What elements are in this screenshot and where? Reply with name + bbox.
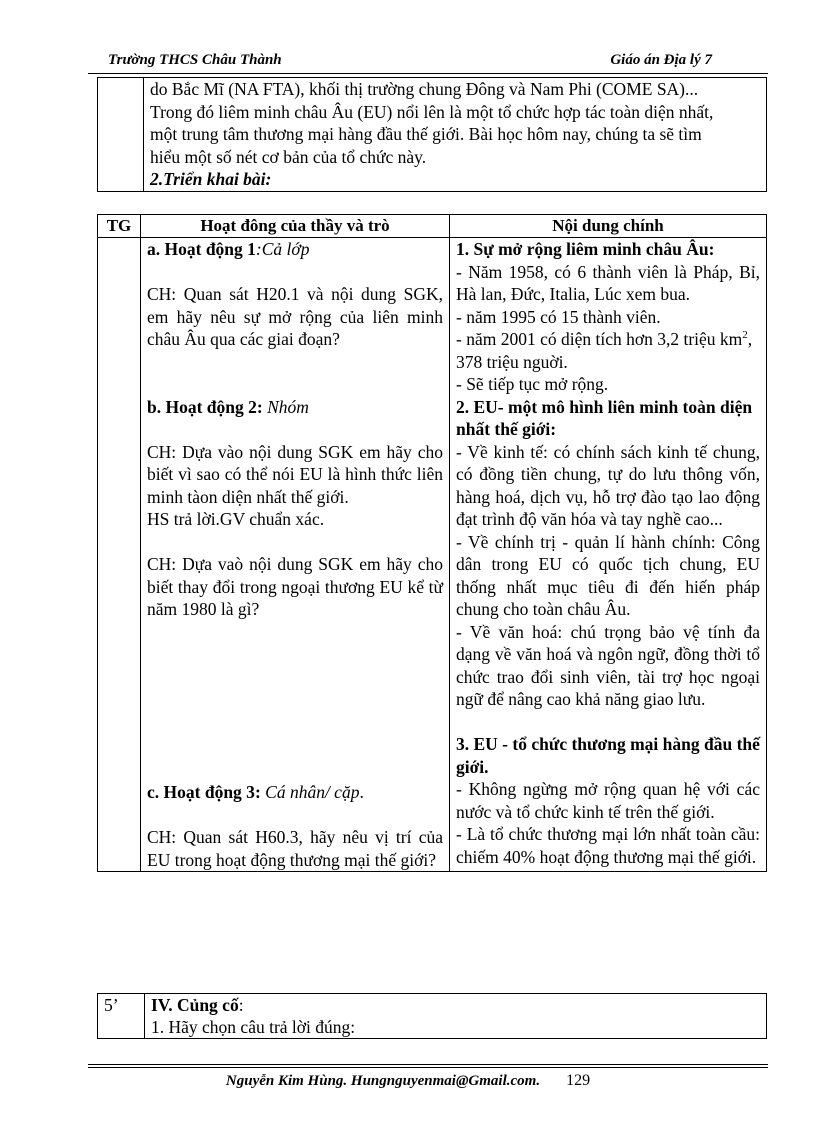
summary-time: 5’ (98, 994, 145, 1039)
col-activity: Hoạt đông của thầy và trò (141, 215, 450, 238)
school-name: Trường THCS Châu Thành (108, 52, 282, 68)
activity-cell (141, 238, 450, 872)
activity-3-label: c. Hoạt động 3: Cá nhân/ cặp. (147, 782, 364, 802)
question-2-answer: HS trả lời.GV chuẩn xác. (147, 509, 325, 529)
intro-line: một trung tâm thương mại hàng đầu thế giới. Bài học hôm nay, chúng ta sẽ tìm (150, 124, 702, 144)
content-cell (450, 238, 767, 872)
summary-title: IV. Củng cố: (151, 995, 244, 1015)
section-1-title: 1. Sự mở rộng liêm minh châu Âu: (456, 239, 715, 259)
document-title: Giáo án Địa lý 7 (610, 52, 712, 68)
footer-rule (88, 1064, 768, 1065)
table-header-row (98, 215, 767, 238)
question-4: CH: Quan sát H60.3, hãy nêu vị trí của EU trong hoạt động thương mại thế giới? (147, 827, 443, 870)
page-header (108, 52, 712, 74)
header-rule (88, 73, 768, 74)
section-2-item: - Về kinh tế: có chính sách kinh tế chung, có đồng tiền chung, tự do lưu thông vốn, hàng hoá, dịch vụ, hỗ trợ đào tạo lao động đạt trình độ văn hóa và tay nghề cao... (456, 441, 760, 529)
section-2-title: 2. EU- một mô hình liên minh toàn diện nhất thế giới: (456, 396, 753, 439)
lesson-table (97, 214, 767, 872)
intro-line: do Bắc Mĩ (NA FTA), khối thị trường chung Đông và Nam Phi (COME SA)... (150, 79, 699, 99)
section-heading: 2.Triển khai bài: (150, 169, 272, 189)
question-2: CH: Dựa vào nội dung SGK em hãy cho biết vì sao có thể nói EU là hình thức liên minh tàon diện nhất thế giới. (147, 441, 443, 507)
activity-1-label: a. Hoạt động 1:Cả lớp (147, 239, 310, 259)
author-email: Nguyễn Kim Hùng. Hungnguyenmai@Gmail.com. (225, 1073, 541, 1089)
section-1-item: - Năm 1958, có 6 thành viên là Pháp, Bỉ, Hà lan, Đức, Italia, Lúc xem bua. (456, 261, 760, 304)
section-1-item: - năm 1995 có 15 thành viên. (456, 306, 661, 327)
summary-content (145, 994, 767, 1039)
col-tg: TG (98, 215, 141, 238)
question-3: CH: Dựa vaò nội dung SGK em hãy cho biết thay đổi trong ngoại thương EU kể từ năm 1980 là gì? (147, 554, 443, 619)
page-footer (0, 1072, 816, 1090)
footer-rule (88, 1067, 768, 1068)
table-row (98, 238, 767, 872)
intro-text-cell (144, 78, 767, 192)
summary-table (97, 993, 767, 1039)
intro-time-cell (98, 78, 144, 192)
intro-table (97, 77, 767, 192)
section-3-item: - Không ngừng mở rộng quan hệ với các nước và tổ chức kinh tế trên thế giới. (456, 779, 760, 822)
section-1-item: - năm 2001 có diện tích hơn 3,2 triệu $km^2$, 378 triệu nguời. (456, 329, 753, 372)
section-2-item: - Về chính trị - quản lí hành chính: Công dân trong EU có quốc tịch chung, EU thống nhất mục tiêu đi đến hiến pháp chung cho toàn châu Âu. (456, 531, 760, 619)
summary-question: 1. Hãy chọn câu trả lời đúng: (151, 1017, 356, 1037)
section-3-title: 3. EU - tổ chức thương mại hàng đầu thế giới. (456, 734, 760, 777)
intro-line: hiểu một số nét cơ bản của tổ chức này. (150, 146, 427, 167)
intro-line: Trong đó liêm minh châu Âu (EU) nổi lên là một tổ chức hợp tác toàn diện nhất, (150, 101, 714, 122)
section-3-item: - Là tổ chức thương mại lớn nhất toàn cầu: chiếm 40% hoạt động thương mại thế giới. (456, 824, 760, 867)
activity-2-label: b. Hoạt động 2: Nhóm (147, 396, 309, 417)
question-1: CH: Quan sát H20.1 và nội dung SGK, em hãy nêu sự mở rộng của liên minh châu Âu qua các giai đoạn? (147, 284, 443, 349)
section-2-item: - Về văn hoá: chú trọng bảo vệ tính đa dạng về văn hoá và ngôn ngữ, đồng thời tổ chức trao đổi sinh viên, tài trợ học ngoại ngữ để nâng cao khả năng giao lưu. (456, 621, 760, 709)
page-number: 129 (566, 1072, 591, 1089)
section-1-item: - Sẽ tiếp tục mở rộng. (456, 374, 609, 394)
col-content: Nội dung chính (450, 215, 767, 238)
tg-cell (98, 238, 141, 872)
